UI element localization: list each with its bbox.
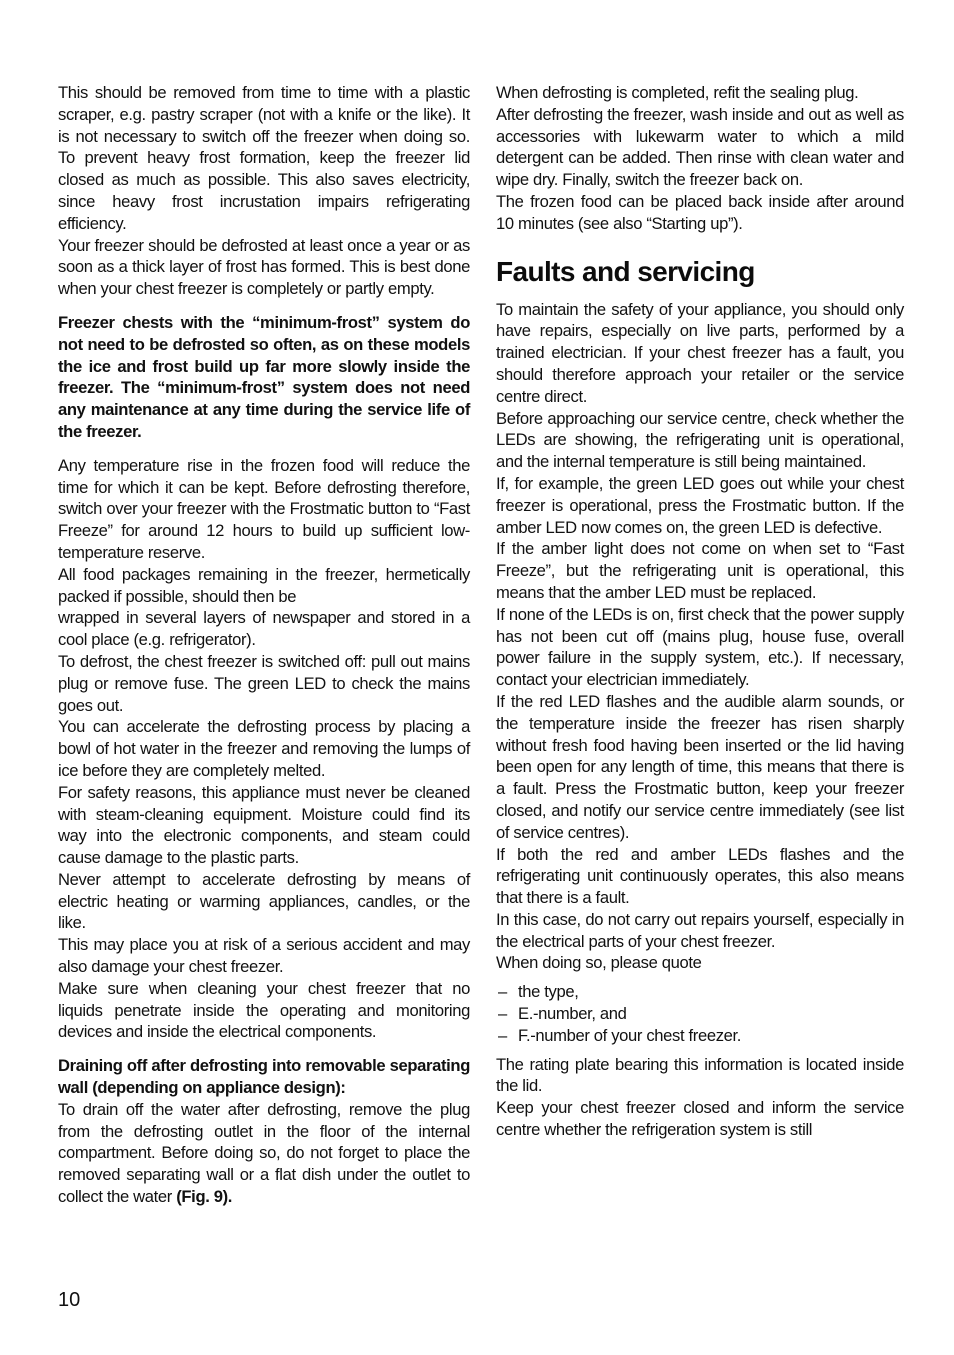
list-item: – F.-number of your chest freezer. xyxy=(496,1025,904,1047)
paragraph: To defrost, the chest freezer is switched off: pull out mains plug or remove fuse. The green LED to check the mains goes out. xyxy=(58,651,470,715)
minimum-frost-note: Freezer chests with the “minimum-frost” system do not need to be defrosted so often, as on these models the ice and frost build up far more slowly inside the freezer. The “minimum-frost” system does not need any maintenance at any time during the service life of the freezer. xyxy=(58,312,470,441)
paragraph: You can accelerate the defrosting process by placing a bowl of hot water in the freezer and removing the lumps of ice before they are completely melted. xyxy=(58,717,470,780)
paragraph: If both the red and amber LEDs flashes and the refrigerating unit continuously operates, this also means that there is a fault. xyxy=(496,844,904,908)
paragraph: For safety reasons, this appliance must never be cleaned with steam-cleaning equipment. Moisture could find its way into the electronic components, and steam could cause damage to the plastic parts. xyxy=(58,782,470,868)
paragraph: Keep your chest freezer closed and inform the service centre whether the refrigeration system is still xyxy=(496,1098,904,1140)
quote-list xyxy=(496,981,904,1046)
list-item: – E.-number, and xyxy=(496,1003,904,1025)
paragraph: If the amber light does not come on when set to “Fast Freeze”, but the refrigerating unit is operational, this means that the amber LED must be replaced. xyxy=(496,539,904,602)
right-column xyxy=(496,82,904,1141)
paragraph: Never attempt to accelerate defrosting by means of electric heating or warming appliances, candles, or the like. xyxy=(58,869,470,933)
paragraph: Before approaching our service centre, check whether the LEDs are showing, the refrigerating unit is operational, and the internal temperature is still being maintained. xyxy=(496,408,904,472)
paragraph: If the red LED flashes and the audible alarm sounds, or the temperature inside the freezer has risen sharply without fresh food having been inserted or the lid having been open for any length of time, this means that there is a fault. Press the Frostmatic button, keep your freezer closed, and notify our service centre immediately (see list of service centres). xyxy=(496,691,904,842)
paragraph: All food packages remaining in the freezer, hermetically packed if possible, should then be xyxy=(58,564,470,606)
paragraph: When defrosting is completed, refit the sealing plug. xyxy=(496,83,859,102)
paragraph: If, for example, the green LED goes out while your chest freezer is operational, press the Frostmatic button. If the amber LED now comes on, the green LED is defective. xyxy=(496,473,904,537)
figure-reference: (Fig. 9). xyxy=(176,1187,233,1207)
paragraph: To maintain the safety of your appliance, you should only have repairs, especially on live parts, performed by a trained electrician. If your chest freezer has a fault, you should therefore approach your retailer or the service centre direct. xyxy=(496,299,904,406)
draining-text: To drain off the water after defrosting, remove the plug from the defrosting outlet in the floor of the internal compartment. Before doing so, do not forget to place the removed separating wall or a flat dish under the outlet to collect the water xyxy=(58,1099,470,1207)
paragraph: When doing so, please quote xyxy=(496,953,702,973)
page-number: 10 xyxy=(58,1289,81,1311)
left-column xyxy=(58,82,470,1208)
paragraph: Your freezer should be defrosted at least once a year or as soon as a thick layer of frost has formed. This is best done when your chest freezer is completely or partly empty. xyxy=(58,235,470,299)
paragraph: The rating plate bearing this information is located inside the lid. xyxy=(496,1054,904,1096)
paragraph: This should be removed from time to time with a plastic scraper, e.g. pastry scraper (not with a knife or the like). It is not necessary to switch off the freezer when doing so. To prevent heavy frost formation, keep the freezer lid closed as much as possible. This also saves electricity, since heavy frost incrustation impairs refrigerating efficiency. xyxy=(58,83,470,233)
paragraph: This may place you at risk of a serious accident and may also damage your chest freezer. xyxy=(58,935,470,977)
paragraph: wrapped in several layers of newspaper and stored in a cool place (e.g. refrigerator). xyxy=(58,608,470,650)
draining-heading: Draining off after defrosting into removable separating wall (depending on appliance design): xyxy=(58,1056,470,1098)
paragraph xyxy=(58,1099,470,1208)
paragraph: Make sure when cleaning your chest freezer that no liquids penetrate inside the operating and monitoring devices and inside the electrical components. xyxy=(58,978,470,1042)
paragraph: Any temperature rise in the frozen food will reduce the time for which it can be kept. Before defrosting therefore, switch over your freezer with the Frostmatic button to “Fast Freeze” for around 12 hours to build up sufficient low-temperature reserve. xyxy=(58,455,470,562)
paragraph: If none of the LEDs is on, first check that the power supply has not been cut off (mains plug, house fuse, overall power failure in the supply system, etc.). If necessary, contact your electrician immediately. xyxy=(496,604,904,690)
paragraph: The frozen food can be placed back inside after around 10 minutes (see also “Starting up”). xyxy=(496,191,904,233)
list-item: – the type, xyxy=(496,981,904,1003)
paragraph: After defrosting the freezer, wash inside and out as well as accessories with lukewarm water to which a mild detergent can be added. Then rinse with clean water and wipe dry. Finally, switch the freezer back on. xyxy=(496,104,904,190)
paragraph: In this case, do not carry out repairs yourself, especially in the electrical parts of your chest freezer. xyxy=(496,909,904,951)
section-heading: Faults and servicing xyxy=(496,255,755,287)
